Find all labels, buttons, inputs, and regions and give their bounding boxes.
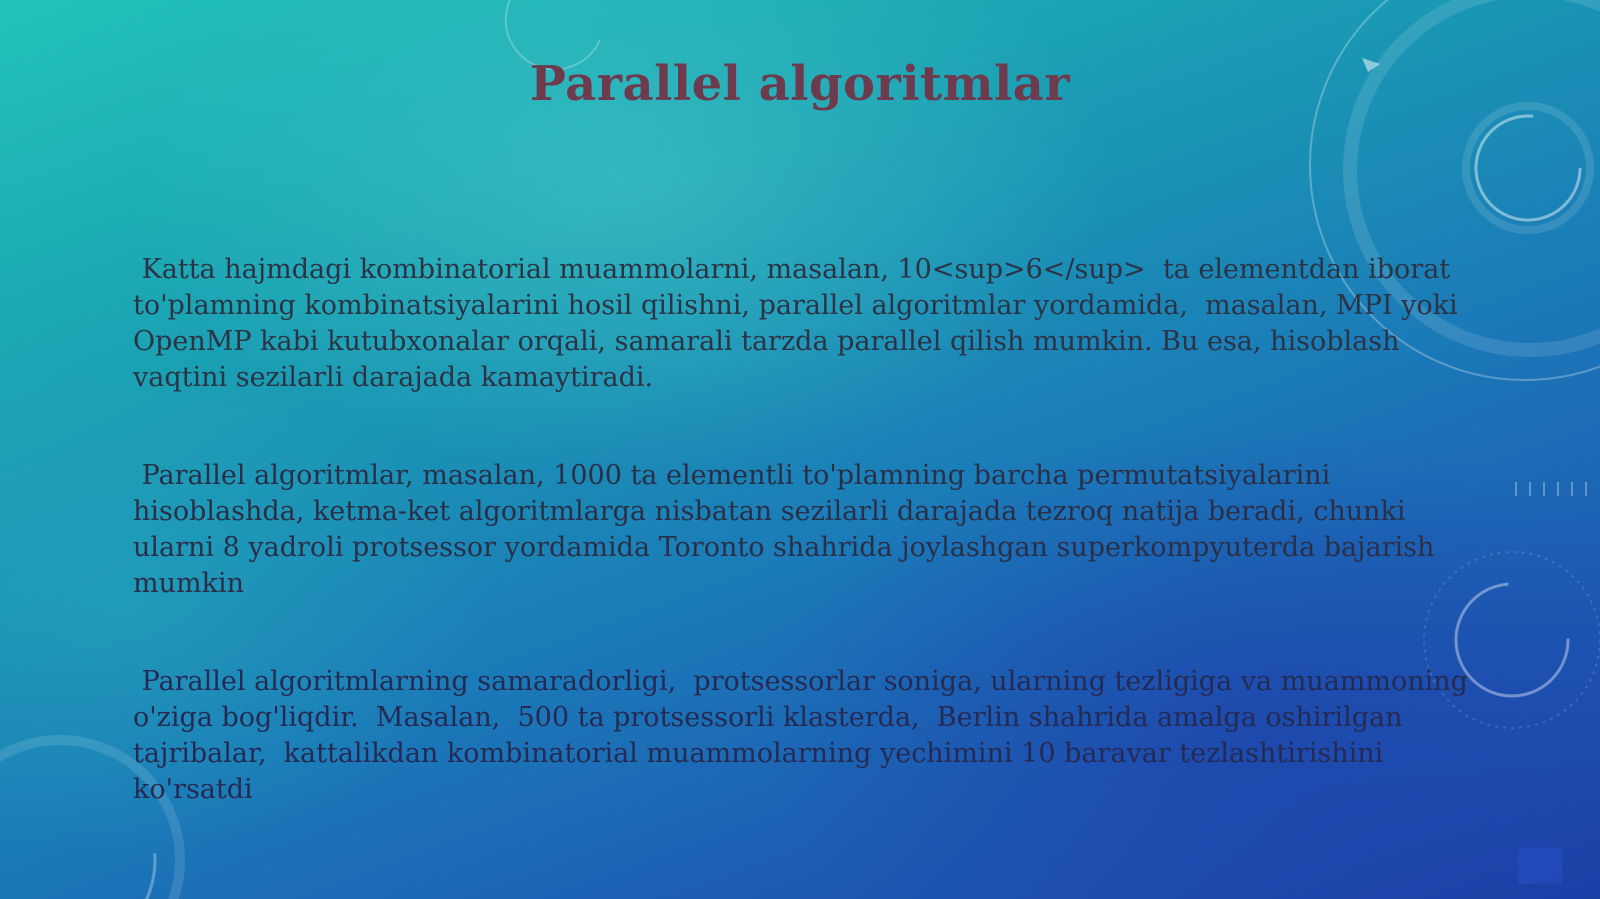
deco-ring-small — [1476, 116, 1580, 220]
paragraph-1: Katta hajmdagi kombinatorial muammolarni, masalan, 10<sup>6</sup> ta elementdan iborat to'plamning kombinatsiyalarini hosil qilishni, parallel algoritmlar yordamida, masalan, MPI yoki OpenMP kabi kutubxonalar orqali, samarali tarzda parallel qilish mumkin. Bu esa, hisoblash vaqtini sezilarli darajada kamaytiradi. — [133, 254, 1467, 393]
deco-arc-bottom-left — [0, 765, 155, 899]
slide-title: Parallel algoritmlar — [529, 56, 1071, 112]
deco-ring-halo — [1466, 106, 1590, 230]
paragraph-2: Parallel algoritmlar, masalan, 1000 ta elementli to'plamning barcha permutatsiyalarini hisoblashda, ketma-ket algoritmlarga nisbatan sezilarli darajada tezroq natija beradi, chunki ularni 8 yadroli protsessor yordamida Toronto shahrida joylashgan superkompyuterda bajarish mumkin — [133, 460, 1443, 599]
paragraph-3: Parallel algoritmlarning samaradorligi, protsessorlar soniga, ularning tezligiga va muammoning o'ziga bog'liqdir. Masalan, 500 ta protsessorli klasterda, Berlin shahrida amalga oshirilgan tajribalar, kattalikdan kombinatorial muammolarning yechimini 10 baravar tezlashtirishini ko'rsatdi — [133, 666, 1477, 805]
deco-square — [1518, 848, 1562, 884]
deco-dashes — [1516, 482, 1586, 496]
